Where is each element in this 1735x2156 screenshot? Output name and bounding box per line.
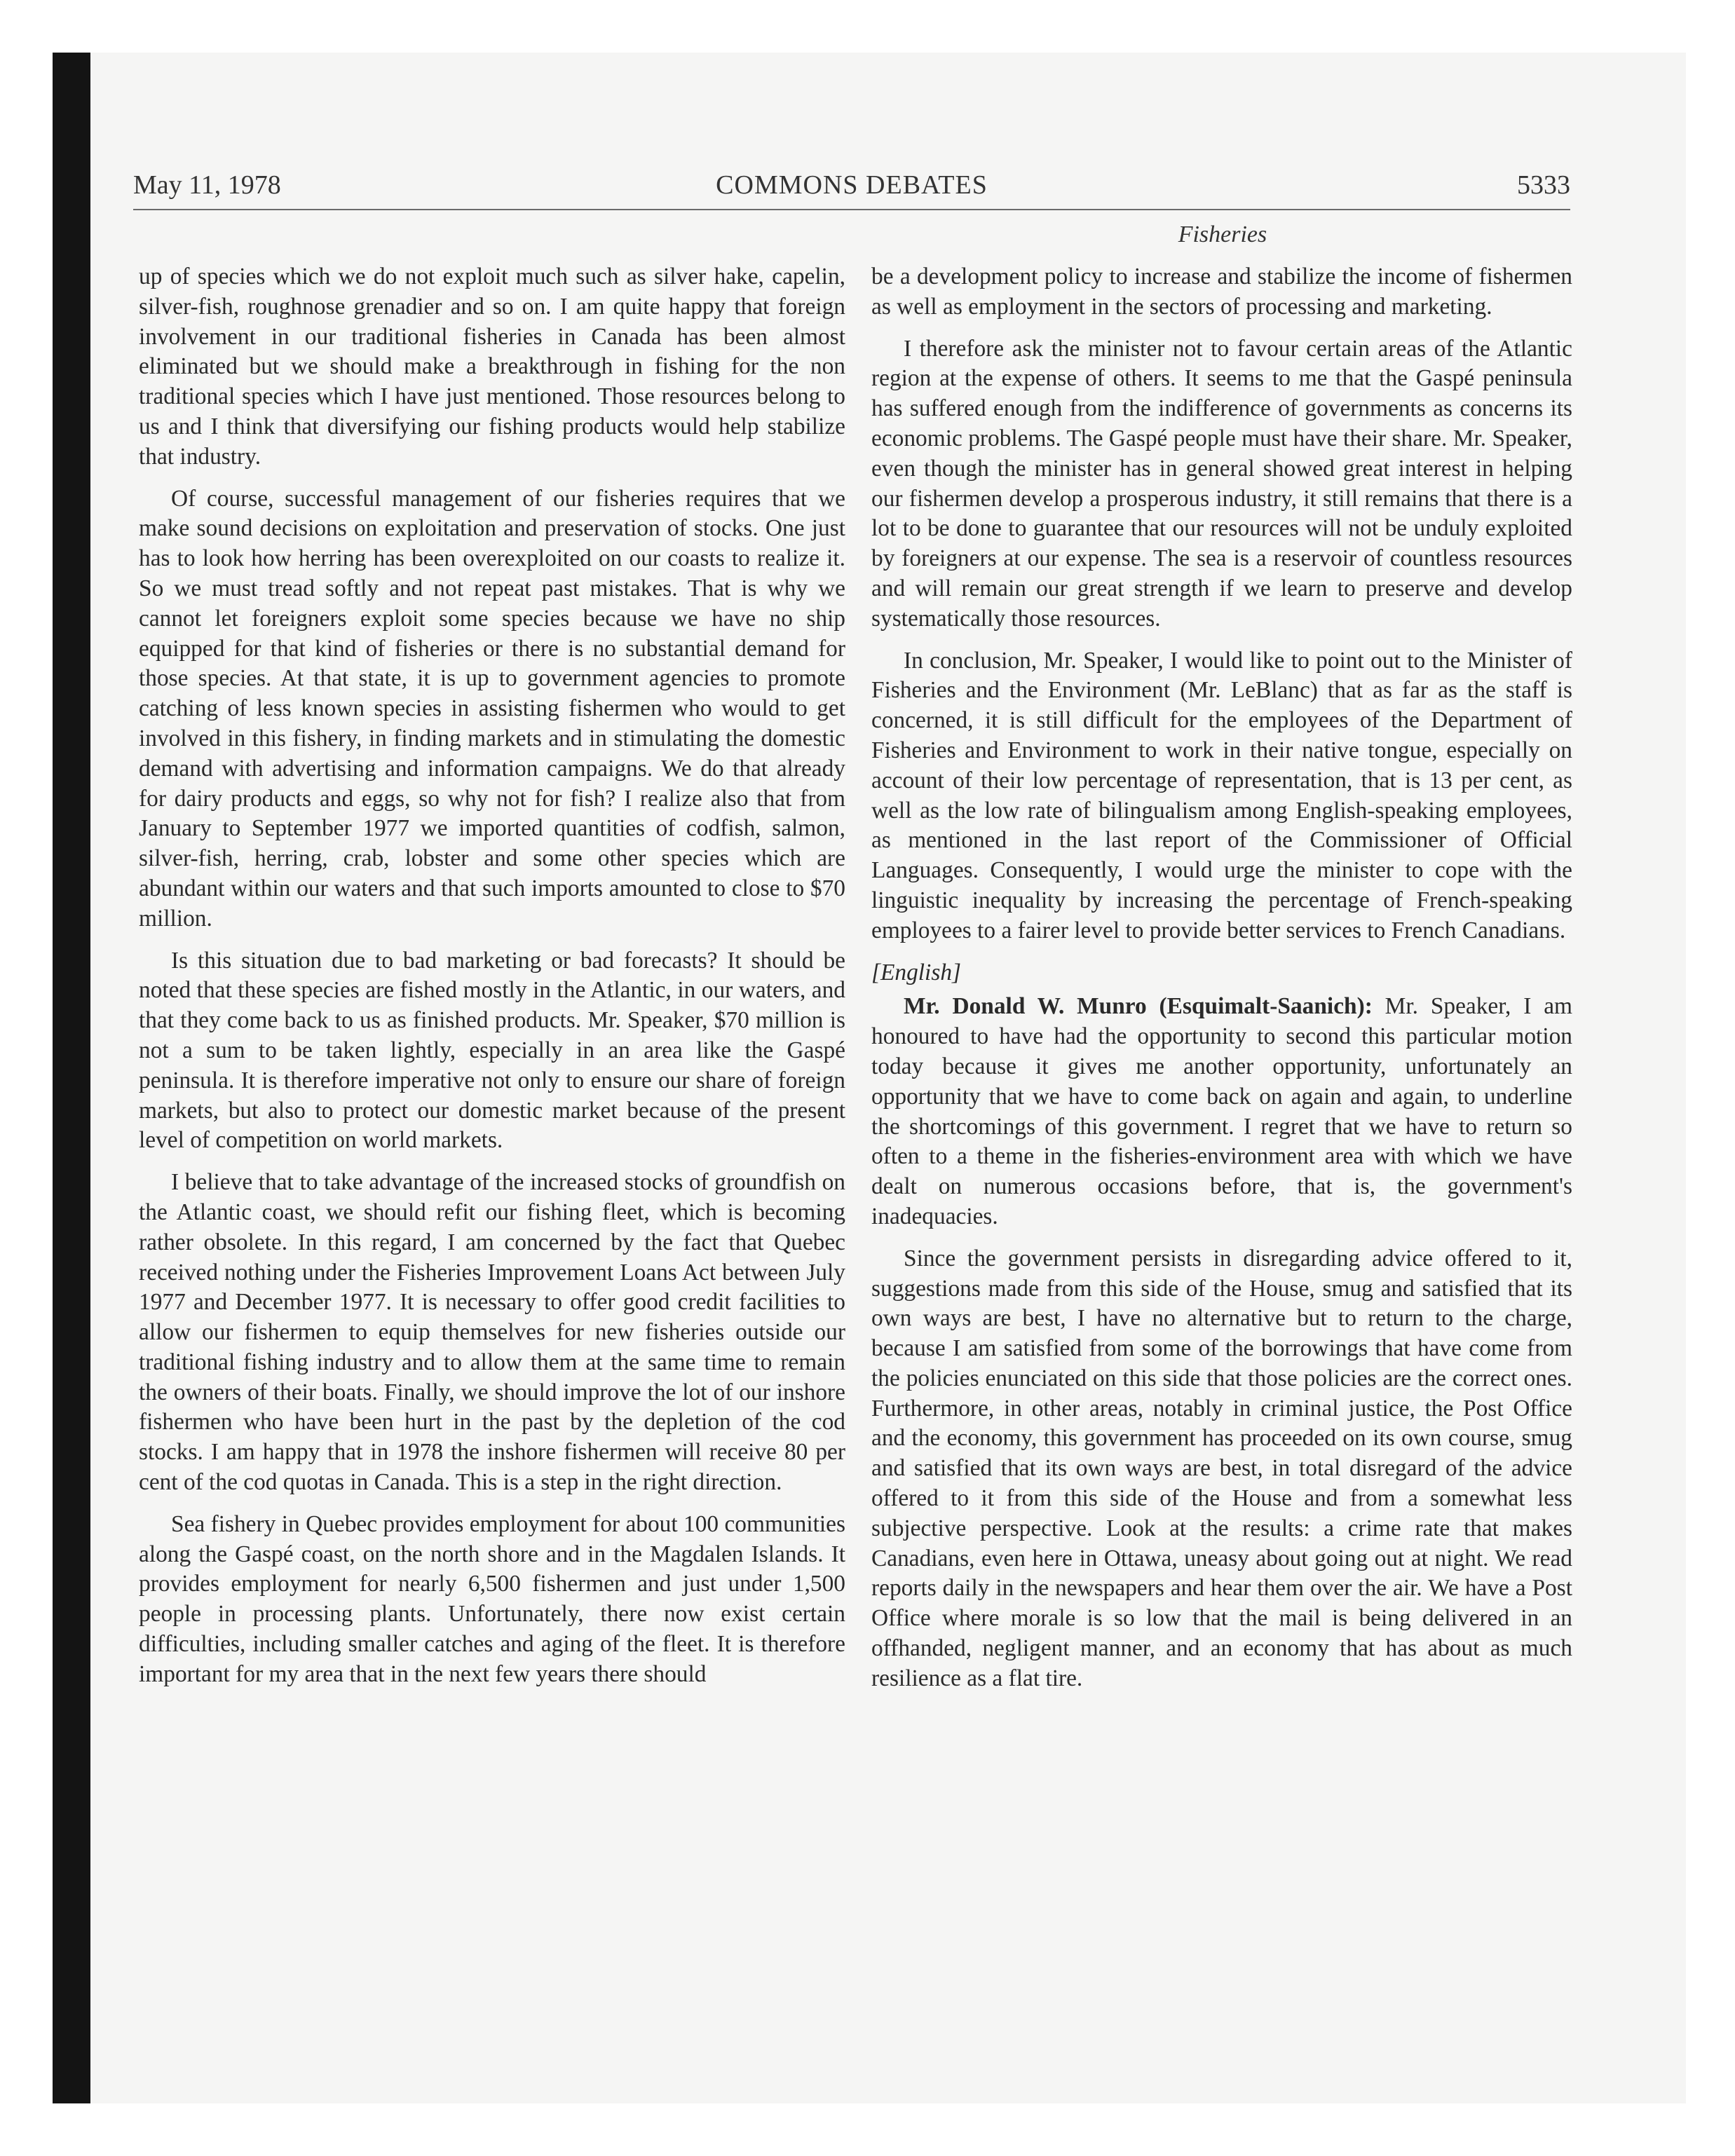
speaker-text: Mr. Speaker, I am honoured to have had the opportunity to second this particular motion today because it gives me another opportunity, unfortunately an opportunity that we have to come back on again and again, to underline the shortcomings of this government. I regret that we have to return so often to a theme in the fisheries-environment area with which we have dealt on numerous occasions before, that is, the government's inadequacies. <box>871 993 1572 1229</box>
paragraph: be a development policy to increase and stabilize the income of fishermen as well as employment in the sectors of processing and marketing. <box>871 264 1572 320</box>
language-tag: [English] <box>871 959 962 985</box>
page-number: 5333 <box>1517 170 1570 200</box>
scan-binding-edge <box>53 53 90 2103</box>
paragraph: Sea fishery in Quebec provides employment for about 100 communities along the Gaspé coast, on the north shore and in the Magdalen Islands. It provides employment for nearly 6,500 fishermen and just under 1,500 people in processing plants. Unfortunately, there now exist certain difficulties, including smaller catches and aging of the fleet. It is therefore important for my area that in the next few years there should <box>139 1510 845 1687</box>
paragraph: I therefore ask the minister not to favour certain areas of the Atlantic region at the expense of others. It seems to me that the Gaspé peninsula has suffered enough from the indifference of governments as concerns its economic problems. The Gaspé people must have their share. Mr. Speaker, even though the minister has in general showed great interest in helping our fishermen develop a prosperous industry, it still remains that there is a lot to be done to guarantee that our resources will not be unduly exploited by foreigners at our expense. The sea is a reservoir of countless resources and will remain our great strength if we learn to preserve and develop systematically those resources. <box>871 335 1572 632</box>
paragraph: up of species which we do not exploit much such as silver hake, capelin, silver-fish, roughnose grenadier and so on. I am quite happy that foreign involvement in our traditional fisheries in Canada has been almost eliminated but we should make a breakthrough in fishing for the non traditional species which I have just mentioned. Those resources belong to us and I think that diversifying our fishing products would help stabilize that industry. <box>139 264 845 470</box>
paragraph: Since the government persists in disregarding advice offered to it, suggestions made from this side of the House, smug and satisfied that its own ways are best, I have no alternative but to return to the charge, because I am satisfied from some of the borrowings that have come from the policies enunciated on this side that those policies are the correct ones. Furthermore, in other areas, notably in criminal justice, the Post Office and the economy, this government has proceeded on its own course, smug and satisfied that its own ways are best, in total disregard of the advice offered to it from this side of the House and from a somewhat less subjective perspective. Look at the results: a crime rate that makes Canadians, even here in Ottawa, uneasy about going out at night. We read reports daily in the newspapers and hear them over the air. We have a Post Office where morale is so low that the mail is being delivered in an offhanded, negligent manner, and an economy that has about as much resilience as a flat tire. <box>871 1245 1572 1691</box>
header-title: COMMONS DEBATES <box>716 170 988 200</box>
left-column <box>139 262 845 1702</box>
header-date: May 11, 1978 <box>133 170 281 200</box>
speaker-name: Mr. Donald W. Munro (Esquimalt-Saanich): <box>904 993 1373 1020</box>
running-head <box>133 165 1570 210</box>
paragraph: Is this situation due to bad marketing or bad forecasts? It should be noted that these species are fished mostly in the Atlantic, in our waters, and that they come back to us as finished products. Mr. Speaker, $70 million is not a sum to be taken lightly, especially in an area like the Gaspé peninsula. It is therefore imperative not only to ensure our share of foreign markets, but also to protect our domestic market because of the present level of competition on world markets. <box>139 947 845 1154</box>
paragraph: I believe that to take advantage of the increased stocks of groundfish on the Atlantic coast, we should refit our fishing fleet, which is becoming rather obsolete. In this regard, I am concerned by the fact that Quebec received nothing under the Fisheries Improvement Loans Act between July 1977 and December 1977. It is necessary to offer good credit facilities to allow our fishermen to equip themselves for new fisheries outside our traditional fishing industry and to allow them at the same time to remain the owners of their boats. Finally, we should improve the lot of our inshore fishermen who have been hurt in the past by the depletion of the cod stocks. I am happy that in 1978 the inshore fishermen will receive 80 per cent of the cod quotas in Canada. This is a step in the right direction. <box>139 1169 845 1496</box>
right-column <box>871 262 1572 1706</box>
section-heading: Fisheries <box>1178 221 1267 247</box>
speaker-paragraph <box>871 992 1572 1231</box>
paragraph: Of course, successful management of our fisheries requires that we make sound decisions on exploitation and preservation of stocks. One just has to look how herring has been overexploited on our coasts to realize it. So we must tread softly and not repeat past mistakes. That is why we cannot let foreigners exploit some species because we have no ship equipped for that kind of fisheries or there is no substantial demand for those species. At that state, it is up to government agencies to promote catching of less known species in assisting fishermen who would to get involved in this fishery, in finding markets and in stimulating the domestic demand with advertising and information campaigns. We do that already for dairy products and eggs, so why not for fish? I realize also that from January to September 1977 we imported quantities of codfish, salmon, silver-fish, herring, crab, lobster and some other species which are abundant within our waters and that such imports amounted to close to $70 million. <box>139 485 845 932</box>
paragraph: In conclusion, Mr. Speaker, I would like to point out to the Minister of Fisheries and the Environment (Mr. LeBlanc) that as far as the staff is concerned, it is still difficult for the employees of the Department of Fisheries and Environment to work in their native tongue, especially on account of their low percentage of representation, that is 13 per cent, as well as the low rate of bilingualism among English-speaking employees, as mentioned in the last report of the Commissioner of Official Languages. Consequently, I would urge the minister to cope with the linguistic inequality by increasing the percentage of French-speaking employees to a fairer level to provide better services to French Canadians. <box>871 647 1572 943</box>
